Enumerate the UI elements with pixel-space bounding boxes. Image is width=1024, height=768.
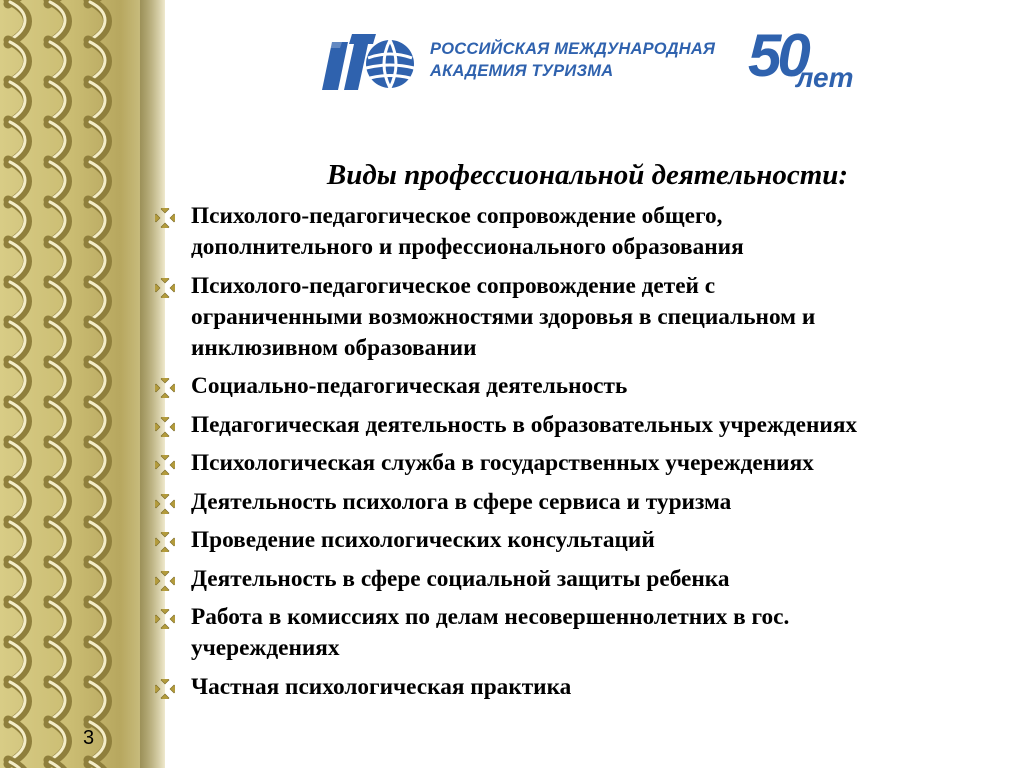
list-item-text: инклюзивном образовании [191,334,477,361]
diamond-bullet-icon [155,609,175,629]
list-item [155,602,1020,664]
anniversary-word: лет [796,62,854,93]
diamond-bullet-icon [155,278,175,298]
list-item-text: Проведение психологических консультаций [191,527,655,553]
academy-name-line2: АКАДЕМИЯ ТУРИЗМА [430,62,614,80]
list-item-text: Психолого-педагогическое сопровождение детей с [191,272,716,299]
list-item [155,201,1020,263]
slide-title: Виды профессиональной деятельности: [326,159,849,191]
list-item [155,564,1020,595]
braided-border [0,0,165,768]
list-item-text: Частная психологическая практика [191,673,572,700]
diamond-bullet-icon [155,455,175,475]
rope-decoration [0,0,140,768]
list-item-text: учереждениях [191,635,340,661]
diamond-bullet-icon [155,378,175,398]
list-item-text: ограниченными возможностями здоровья в специальном и [191,303,816,330]
diamond-bullet-icon [155,679,175,699]
list-item [155,672,1020,703]
list-item-text: Деятельность в сфере социальной защиты ребенка [191,565,730,592]
list-item-text: Работа в комиссиях по делам несовершеннолетних в гос. [191,604,790,630]
diamond-bullet-icon [155,494,175,514]
list-item-text: Деятельность психолога в сфере сервиса и туризма [191,488,732,515]
list-item-text: Социально-педагогическая деятельность [191,373,628,399]
list-item [155,525,1020,556]
slide-number: 3 [83,727,95,749]
academy-name-line1: РОССИЙСКАЯ МЕЖДУНАРОДНАЯ [430,40,716,58]
list-item-text: дополнительного и профессионального образования [191,234,744,260]
diamond-bullet-icon [155,532,175,552]
list-item-text: Психологическая служба в государственных учереждениях [191,450,814,476]
list-item [155,271,1020,364]
anniversary-number: 50 [748,22,807,89]
list-item-text: Психолого-педагогическое сопровождение общего, [191,203,723,229]
academy-name [430,38,770,82]
academy-globe-logo-icon [318,28,418,94]
list-item [155,410,1020,441]
diamond-bullet-icon [155,208,175,228]
list-item [155,448,1020,479]
activity-list [155,201,1020,710]
diamond-bullet-icon [155,571,175,591]
list-item-text: Педагогическая деятельность в образовательных учреждениях [191,411,858,438]
list-item [155,371,1020,402]
list-item [155,487,1020,518]
diamond-bullet-icon [155,417,175,437]
academy-logo [318,22,863,98]
